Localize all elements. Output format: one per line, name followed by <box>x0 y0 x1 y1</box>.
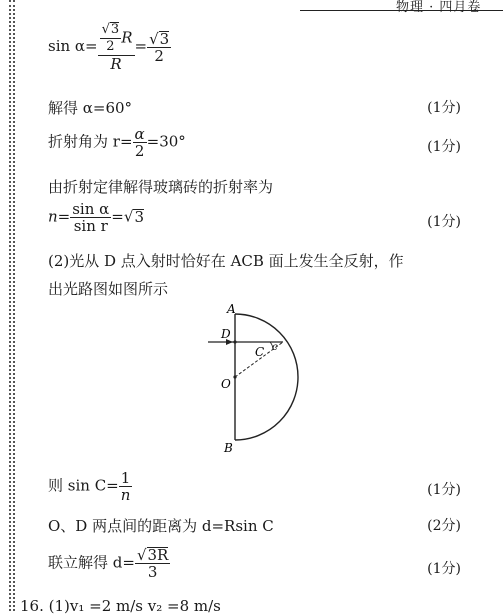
sin-alpha-equation: sin α= $\frac{√3}{2}$ R R = $\frac{√3}{2}$ <box>48 22 170 73</box>
score-4: (1分) <box>427 482 461 498</box>
score-1: (1分) <box>427 100 461 116</box>
label-a: A <box>227 302 236 316</box>
label-c-big: C <box>255 345 265 359</box>
law-text: 由折射定律解得玻璃砖的折射率为 <box>48 178 274 196</box>
score-6: (1分) <box>427 561 461 577</box>
point-o <box>233 375 236 378</box>
solve-alpha: 解得 α=60° <box>48 99 133 117</box>
score-5: (2分) <box>427 518 461 534</box>
refraction-angle: 折射角为 r= $\frac{\alpha}{2}$ =30° <box>48 125 186 160</box>
label-o: O <box>221 377 231 391</box>
binding-margin-right <box>13 0 15 611</box>
score-2: (1分) <box>427 139 461 155</box>
score-3: (1分) <box>427 214 461 230</box>
joint-solve: 联立解得 d= $\frac{√3R}{3}$ <box>48 546 169 581</box>
question-16: 16. (1)v₁ =2 m/s v₂ =8 m/s <box>20 597 221 615</box>
point-d <box>233 340 236 343</box>
label-c-small: c <box>272 342 278 353</box>
label-b: B <box>224 441 233 455</box>
semicircle-arc <box>235 314 298 440</box>
od-distance: O、D 两点间的距离为 d=Rsin C <box>48 517 274 535</box>
optics-figure <box>200 300 310 460</box>
part2-line1: (2)光从 D 点入射时恰好在 ACB 面上发生全反射，作 <box>48 252 404 270</box>
sin-c-equation: 则 sin C= $\frac{1}{n}$ <box>48 469 131 504</box>
part2-line2: 出光路图如图所示 <box>48 280 169 298</box>
label-d: D <box>221 327 231 341</box>
binding-margin-left <box>9 0 11 611</box>
page-header: 物理 · 四月卷 <box>396 0 482 15</box>
refractive-index: n= $\frac{\text{sin α}}{\text{sin r}}$ =√3 <box>48 200 144 235</box>
